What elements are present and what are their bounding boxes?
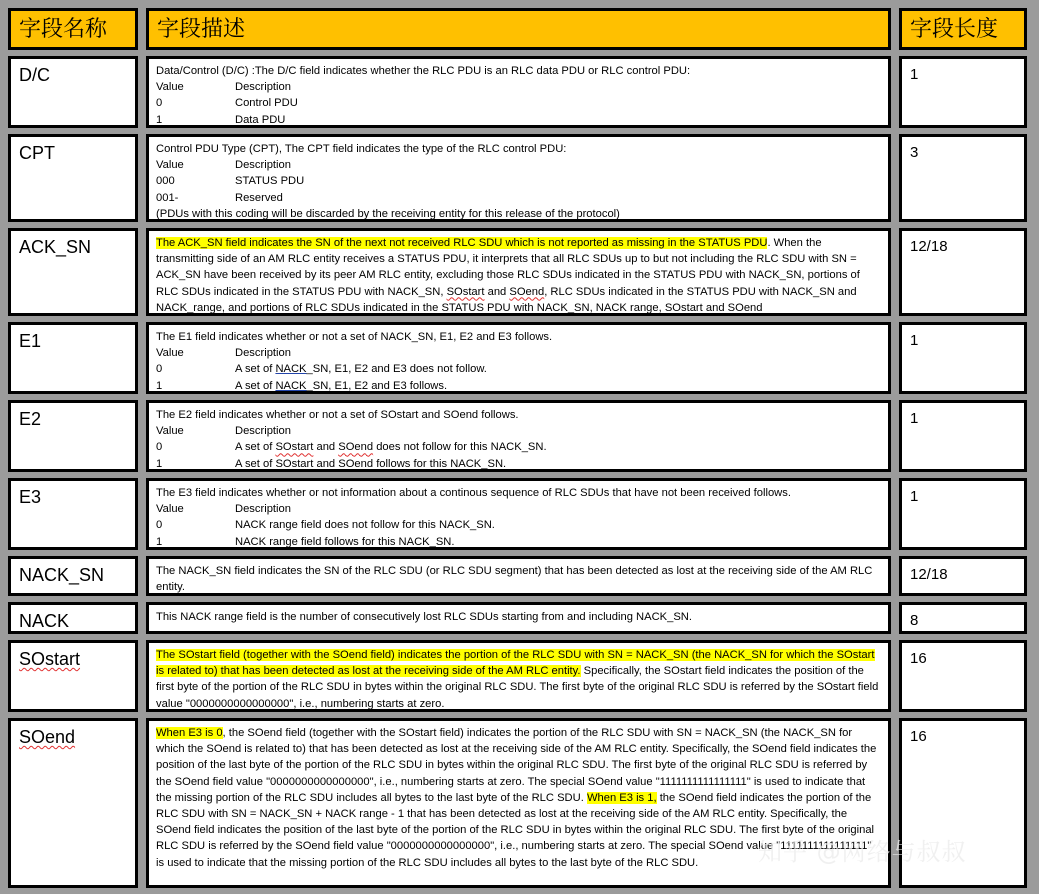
- header-field-description: 字段描述: [146, 8, 891, 50]
- watermark: 知乎 @网络与叔叔: [758, 838, 967, 866]
- spellcheck-word: NACK_range: [156, 301, 222, 314]
- field-length-e1: 1: [899, 322, 1027, 394]
- desc-paragraph: The SOstart field (together with the SOend field) indicates the portion of the RLC SDU with SN = NACK_SN (the NACK_SN for which the SOstart is related to) that has been detected as lost at the receiving side of the AM RLC entity. Specifically, the SOstart field indicates the position of the first byte of the portion of the RLC SDU in bytes within the original RLC SDU. The first byte of the original RLC SDU is referred by the SOstart field value "0000000000000000", i.e., numbering starts at zero.: [156, 649, 879, 710]
- field-length-nack-range: 8: [899, 602, 1027, 634]
- header-field-name: 字段名称: [8, 8, 138, 50]
- value-row: 001- Reserved: [156, 191, 283, 204]
- highlighted-text: The SOstart field (together with the SOend field) indicates the portion of the RLC SDU with SN = NACK_SN (the NACK_SN for which the SOstart is related to) that has been detected as lost at the receiving side of the AM RLC entity.: [156, 649, 875, 678]
- field-table: [8, 8, 1032, 888]
- spellcheck-word: SOend: [509, 285, 545, 298]
- spellcheck-word: SOend: [727, 301, 763, 314]
- field-desc-nack-sn: The NACK_SN field indicates the SN of the RLC SDU (or RLC SDU segment) that has been detected as lost at the receiving side of the AM RLC entity.: [146, 556, 891, 596]
- field-name-e3: E3: [8, 478, 138, 550]
- field-desc-e1: [146, 322, 891, 394]
- field-desc-nack-range: This NACK range field is the number of consecutively lost RLC SDUs starting from and including NACK_SN.: [146, 602, 891, 634]
- spellcheck-word: SOstart: [664, 301, 703, 314]
- field-desc-e3: [146, 478, 891, 550]
- value-row: 0 A set of SOstart and SOend does not follow for this NACK_SN.: [156, 441, 547, 454]
- value-row: 1 NACK range field follows for this NACK_SN.: [156, 535, 455, 548]
- highlighted-text: When E3 is 0: [156, 727, 223, 739]
- value-row: 1 A set of NACK_SN, E1, E2 and E3 follows.: [156, 379, 448, 392]
- field-desc-e2: [146, 400, 891, 472]
- value-row: 0 A set of NACK_SN, E1, E2 and E3 does not follow.: [156, 363, 487, 376]
- highlighted-text: When E3 is 1,: [586, 791, 657, 804]
- field-name-e2: E2: [8, 400, 138, 472]
- field-name-nack-range: NACK: [8, 602, 138, 634]
- value-row: 0 NACK range field does not follow for this NACK_SN.: [156, 519, 495, 532]
- field-length-e3: 1: [899, 478, 1027, 550]
- desc-intro: Data/Control (D/C) :The D/C field indicates whether the RLC PDU is an RLC data PDU or RLC control PDU:: [156, 65, 691, 77]
- spellcheck-word: SOstart: [446, 285, 485, 298]
- desc-paragraph: The ACK_SN field indicates the SN of the next not received RLC SDU which is not reported as missing in the STATUS PDU. When the transmitting side of an AM RLC entity receives a STATUS PDU, it interprets that all RLC SDUs up to but not including the RLC SDU with SN = ACK_SN have been received by its peer AM RLC entity, excluding those RLC SDUs indicated in the STATUS PDU with NACK_SN, portions of RLC SDUs indicated in the STATUS PDU with NACK_SN, SOstart and SOend, RLC SDUs indicated in the STATUS PDU with NACK_SN and NACK_range, and portions of RLC SDUs indicated in the STATUS PDU with NACK_SN, NACK range, SOstart and SOend: [156, 237, 860, 314]
- field-name-e1: E1: [8, 322, 138, 394]
- field-desc-sostart: [146, 640, 891, 712]
- field-name-cpt: CPT: [8, 134, 138, 222]
- desc-intro: The E3 field indicates whether or not information about a continous sequence of RLC SDUs that have not been received follows.: [156, 487, 791, 499]
- field-desc-cpt: [146, 134, 891, 222]
- value-row: 1 Data PDU: [156, 113, 286, 126]
- field-name-ack-sn: ACK_SN: [8, 228, 138, 316]
- field-length-soend: 16: [899, 718, 1027, 888]
- value-row: 0 Control PDU: [156, 97, 298, 110]
- value-header-row: Value Description: [156, 159, 291, 172]
- field-name-sostart: SOstart: [8, 640, 138, 712]
- value-header-row: Value Description: [156, 347, 291, 360]
- value-header-row: Value Description: [156, 503, 291, 516]
- field-length-ack-sn: 12/18: [899, 228, 1027, 316]
- field-length-sostart: 16: [899, 640, 1027, 712]
- value-row: 1 A set of SOstart and SOend follows for this NACK_SN.: [156, 457, 507, 470]
- field-length-cpt: 3: [899, 134, 1027, 222]
- field-name-nack-sn: NACK_SN: [8, 556, 138, 596]
- value-header-row: Value Description: [156, 81, 291, 94]
- highlighted-text: The ACK_SN field indicates the SN of the next not received RLC SDU which is not reported as missing in the STATUS PDU: [156, 237, 768, 249]
- value-row: 000 STATUS PDU: [156, 175, 305, 188]
- desc-note: (PDUs with this coding will be discarded by the receiving entity for this release of the protocol): [156, 207, 620, 220]
- field-length-dc: 1: [899, 56, 1027, 128]
- field-name-soend: SOend: [8, 718, 138, 888]
- field-length-nack-sn: 12/18: [899, 556, 1027, 596]
- field-desc-ack-sn: [146, 228, 891, 316]
- field-desc-dc: [146, 56, 891, 128]
- desc-intro: The E2 field indicates whether or not a set of SOstart and SOend follows.: [156, 409, 519, 421]
- field-length-e2: 1: [899, 400, 1027, 472]
- desc-paragraph: When E3 is 0, the SOend field (together with the SOstart field) indicates the portion of the RLC SDU with SN = NACK_SN (the NACK_SN for which the SOend is related to) that has been detected as lost at the receiving side of the AM RLC entity. Specifically, the SOend field indicates the position of the last byte of the portion of the RLC SDU in bytes within the original RLC SDU. The first byte of the original RLC SDU is referred by the SOend field value "0000000000000000", i.e., numbering starts at zero. The special SOend value "1111111111111111" is used to indicate that the missing portion of the RLC SDU includes all bytes to the last byte of the RLC SDU. When E3 is 1, the SOend field indicates the portion of the RLC SDU with SN = NACK_SN + NACK range - 1 that has been detected as lost at the receiving side of the AM RLC entity. Specifically, the SOend field indicates the position of the last byte of the portion of the RLC SDU in bytes within the original RLC SDU. The first byte of the original RLC SDU is referred by the SOend field value "0000000000000000", i.e., numbering starts at zero. The special SOend value "1111111111111111" is used to indicate that the missing portion of the RLC SDU includes all bytes to the last byte of the RLC SDU.: [156, 727, 877, 869]
- desc-intro: The E1 field indicates whether or not a set of NACK_SN, E1, E2 and E3 follows.: [156, 331, 553, 343]
- desc-intro: Control PDU Type (CPT), The CPT field indicates the type of the RLC control PDU:: [156, 143, 567, 155]
- header-field-length: 字段长度: [899, 8, 1027, 50]
- value-header-row: Value Description: [156, 425, 291, 438]
- field-name-dc: D/C: [8, 56, 138, 128]
